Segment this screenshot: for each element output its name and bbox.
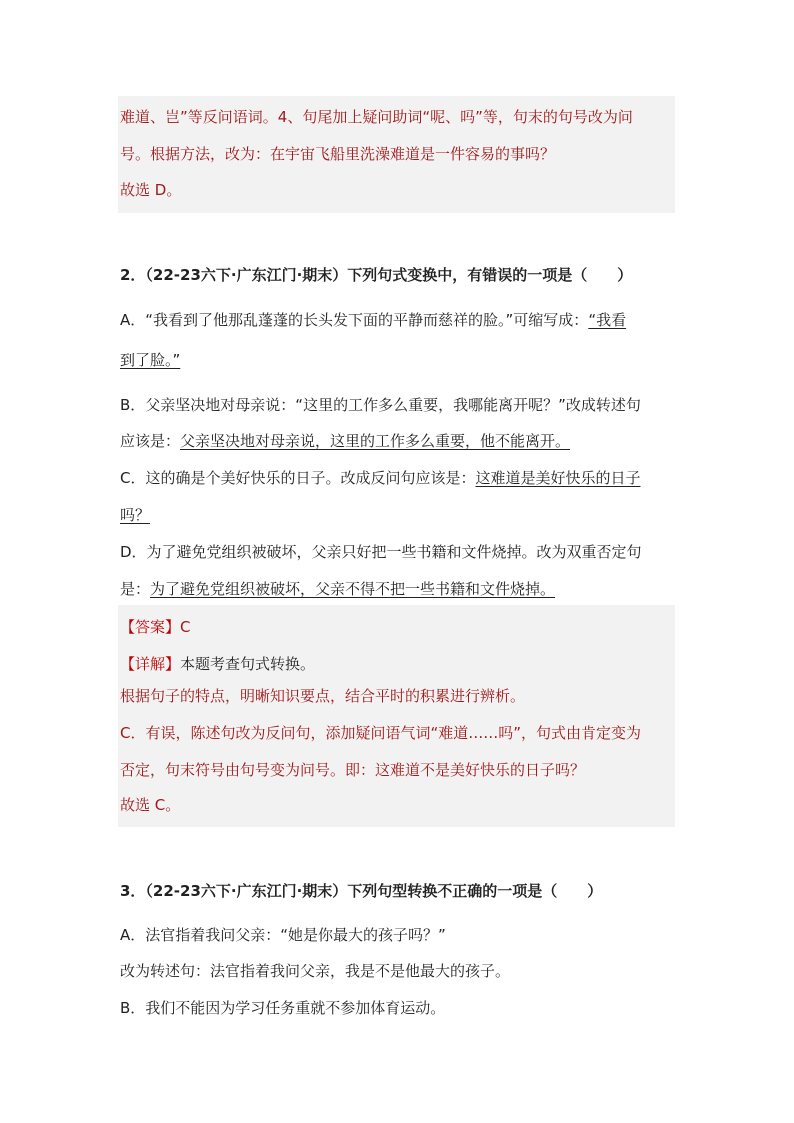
answer-value: C xyxy=(180,618,191,636)
q3-option-b-line-1: B．我们不能因为学习任务重就不参加体育运动。 xyxy=(120,999,446,1017)
q2-option-c-underlined: 这难道是美好快乐的日子 xyxy=(475,469,641,487)
q2-option-a-line-1 xyxy=(120,310,626,330)
q2-option-a-line-2 xyxy=(120,350,180,370)
q2-option-a-underlined: “我看 xyxy=(588,311,627,329)
q2-detail-line-4: 否定，句末符号由句号变为问号。即：这难道不是美好快乐的日子吗？ xyxy=(120,761,586,779)
q2-option-c-prefix: C．这的确是个美好快乐的日子。改成反问句应该是： xyxy=(120,469,476,487)
detail-intro: 本题考查句式转换。 xyxy=(180,655,316,673)
q2-detail-line-2: 根据句子的特点，明晰知识要点，结合平时的积累进行辨析。 xyxy=(120,687,526,705)
q2-option-c-line-1 xyxy=(120,468,641,488)
detail-label: 【详解】 xyxy=(120,655,181,673)
q3-option-a-line-1: A．法官指着我问父亲：“她是你最大的孩子吗？” xyxy=(120,926,446,944)
q2-option-a-underlined-cont: 到了脸。” xyxy=(120,351,181,369)
q2-option-b-line-1: B．父亲坚决地对母亲说：“这里的工作多么重要，我哪能离开呢？”改成转述句 xyxy=(120,396,641,414)
q2-option-b-underlined: 父亲坚决地对母亲说，这里的工作多么重要，他不能离开。 xyxy=(180,432,571,450)
answer-label: 【答案】 xyxy=(120,618,181,636)
prev-detail-line-3: 故选 D。 xyxy=(120,181,182,199)
q2-option-d-underlined: 为了避免党组织被破坏，父亲不得不把一些书籍和文件烧掉。 xyxy=(150,580,556,598)
prev-detail-line-2: 号。根据方法，改为：在宇宙飞船里洗澡难道是一件容易的事吗？ xyxy=(120,145,556,163)
q2-option-d-line-2 xyxy=(120,579,555,599)
q2-option-b-prefix: 应该是： xyxy=(120,432,181,450)
q2-option-c-underlined-cont: 吗？ xyxy=(120,506,151,524)
q3-option-a-line-2: 改为转述句：法官指着我问父亲，我是不是他最大的孩子。 xyxy=(120,962,511,980)
q2-option-c-line-2 xyxy=(120,505,150,525)
q2-option-d-prefix: 是： xyxy=(120,580,151,598)
q2-answer-line xyxy=(120,617,191,637)
q2-explanation-box xyxy=(118,605,675,827)
q2-option-a-text: A．“我看到了他那乱蓬蓬的长头发下面的平静而慈祥的脸。”可缩写成： xyxy=(120,311,589,329)
q2-detail-line-3: C．有误，陈述句改为反问句，添加疑问语气词“难道……吗”，句式由肯定变为 xyxy=(120,724,642,742)
q2-option-d-line-1: D．为了避免党组织被破坏，父亲只好把一些书籍和文件烧掉。改为双重否定句 xyxy=(120,543,642,561)
prev-detail-line-1: 难道、岂”等反问语词。4、句尾加上疑问助词“呢、吗”等，句末的句号改为问 xyxy=(120,108,633,126)
q2-title: 2．（22-23六下·广东江门·期末）下列句式变换中，有错误的一项是（ ） xyxy=(120,266,633,284)
q2-detail-line-1 xyxy=(120,654,315,674)
q2-option-b-line-2 xyxy=(120,431,570,451)
q2-detail-line-5: 故选 C。 xyxy=(120,796,181,814)
q3-title: 3．（22-23六下·广东江门·期末）下列句型转换不正确的一项是（ ） xyxy=(120,882,603,900)
